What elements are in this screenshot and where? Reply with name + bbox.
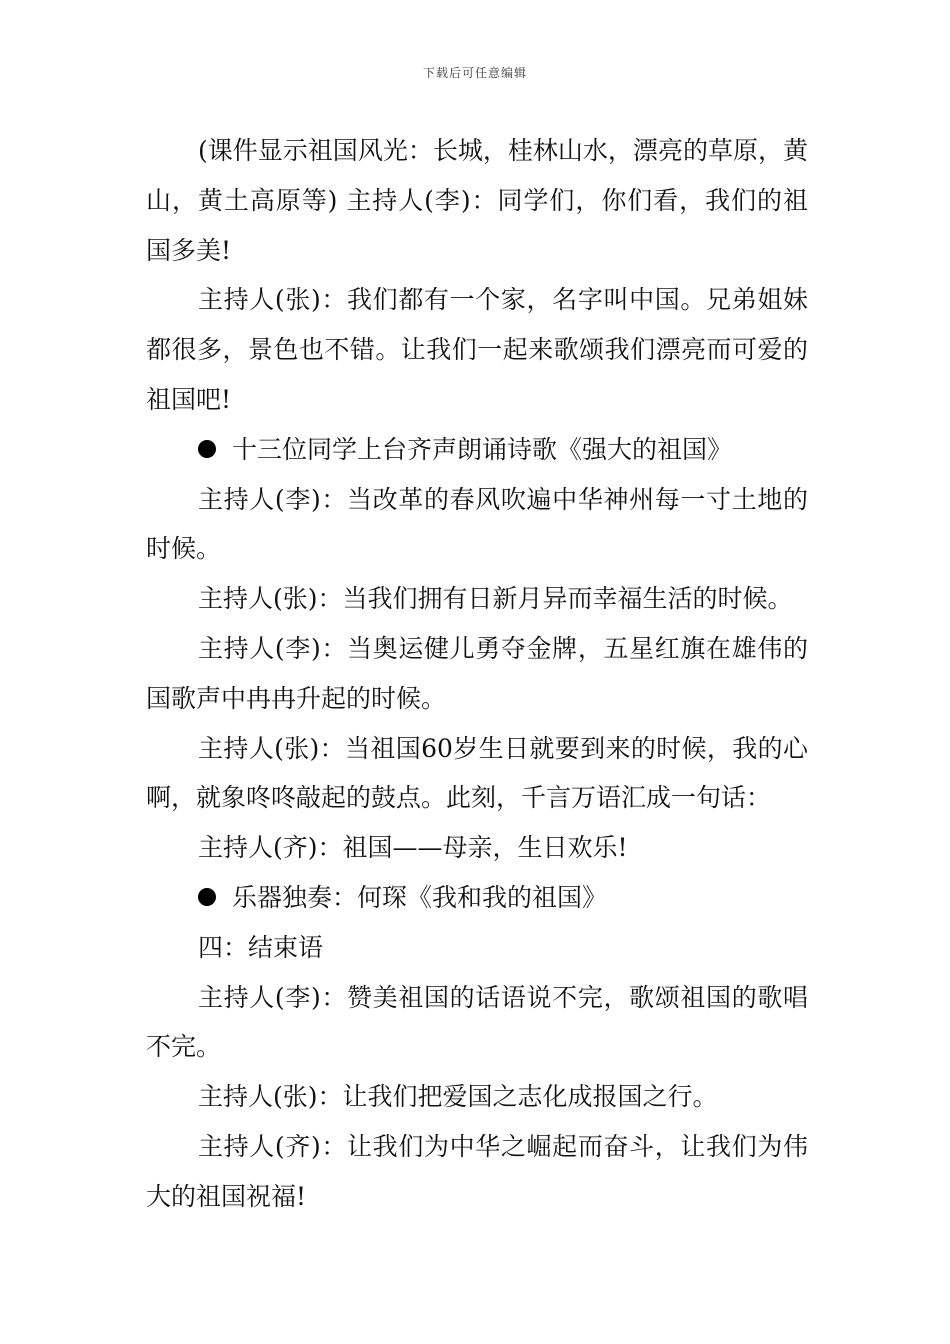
page-header-note: 下载后可任意编辑 — [422, 66, 527, 80]
paragraph-host-zhang-intro: 主持人(张)：我们都有一个家，名字叫中国。兄弟姐妹都很多，景色也不错。让我们一起来歌颂我们漂亮而可爱的祖国吧! — [146, 285, 808, 414]
bullet-icon — [198, 888, 216, 906]
paragraph-host-zhang-life: 主持人(张)：当我们拥有日新月异而幸福生活的时候。 — [198, 584, 793, 614]
bullet-item-label: 乐器独奏：何琛《我和我的祖国》 — [232, 882, 608, 912]
paragraph-scenery: (课件显示祖国风光：长城，桂林山水，漂亮的草原，黄山，黄土高原等) 主持人(李)：同学们，你们看，我们的祖国多美! — [146, 136, 808, 265]
bullet-item-poem-recital — [146, 425, 808, 475]
document-body — [146, 126, 808, 1222]
bullet-item-label: 十三位同学上台齐声朗诵诗歌《强大的祖国》 — [232, 434, 733, 464]
bullet-item-instrument-solo — [146, 873, 808, 923]
paragraph-host-together-greeting: 主持人(齐)：祖国——母亲，生日欢乐! — [198, 833, 628, 863]
section-heading-closing: 四：结束语 — [198, 932, 324, 962]
paragraph-host-li-praise: 主持人(李)：赞美祖国的话语说不完，歌颂祖国的歌唱不完。 — [146, 982, 808, 1062]
paragraph-host-li-reform: 主持人(李)：当改革的春风吹遍中华神州每一寸土地的时候。 — [146, 484, 808, 564]
paragraph-host-li-olympics: 主持人(李)：当奥运健儿勇夺金牌，五星红旗在雄伟的国歌声中冉冉升起的时候。 — [146, 633, 808, 713]
paragraph-host-zhang-patriotism: 主持人(张)：让我们把爱国之志化成报国之行。 — [198, 1082, 718, 1112]
paragraph-host-zhang-birthday: 主持人(张)：当祖国60岁生日就要到来的时候，我的心啊，就象咚咚敲起的鼓点。此刻，千言万语汇成一句话： — [146, 733, 808, 813]
paragraph-host-together-blessing: 主持人(齐)：让我们为中华之崛起而奋斗，让我们为伟大的祖国祝福! — [146, 1131, 808, 1211]
bullet-icon — [198, 440, 216, 458]
